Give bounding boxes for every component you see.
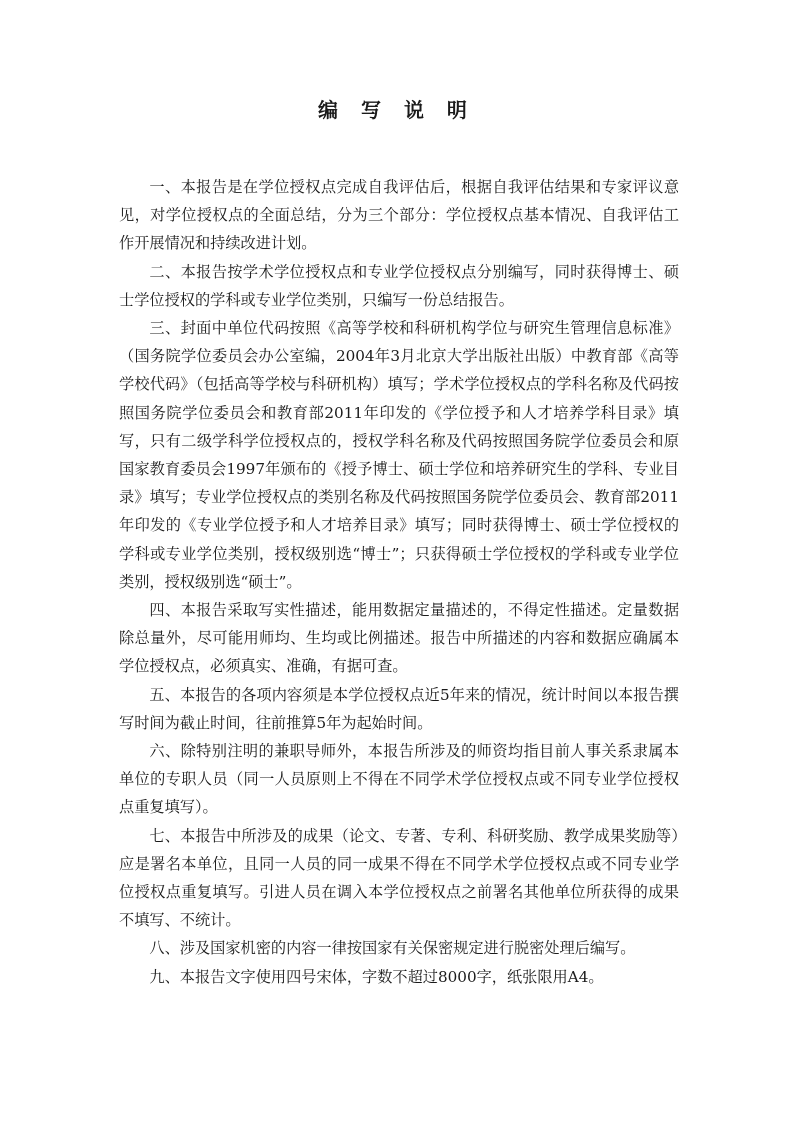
paragraph-2: 二、本报告按学术学位授权点和专业学位授权点分别编写，同时获得博士、硕士学位授权的学科或专业学位类别，只编写一份总结报告。 [119, 262, 679, 309]
paragraph-4: 四、本报告采取写实性描述，能用数据定量描述的，不得定性描述。定量数据除总量外，尽可能用师均、生均或比例描述。报告中所描述的内容和数据应确属本学位授权点，必须真实、准确，有据可查。 [119, 601, 679, 676]
paragraph-5: 五、本报告的各项内容须是本学位授权点近5年来的情况，统计时间以本报告撰写时间为截止时间，往前推算5年为起始时间。 [119, 685, 679, 732]
paragraph-9: 九、本报告文字使用四号宋体，字数不超过8000字，纸张限用A4。 [149, 967, 604, 986]
paragraph-6: 六、除特别注明的兼职导师外，本报告所涉及的师资均指目前人事关系隶属本单位的专职人员（同一人员原则上不得在不同学术学位授权点或不同专业学位授权点重复填写）。 [119, 742, 679, 817]
paragraph-7: 七、本报告中所涉及的成果（论文、专著、专利、科研奖励、教学成果奖励等）应是署名本单位，且同一人员的同一成果不得在不同学术学位授权点或不同专业学位授权点重复填写。引进人员在调入本学位授权点之前署名其他单位所获得的成果不填写、不统计。 [119, 826, 679, 930]
paragraph-3: 三、封面中单位代码按照《高等学校和科研机构学位与研究生管理信息标准》（国务院学位委员会办公室编，2004年3月北京大学出版社出版）中教育部《高等学校代码》（包括高等学校与科研机构）填写；学术学位授权点的学科名称及代码按照国务院学位委员会和教育部2011年印发的《学位授予和人才培养学科目录》填写，只有二级学科学位授权点的，授权学科名称及代码按照国务院学位委员会和原国家教育委员会1997年颁布的《授予博士、硕士学位和培养研究生的学科、专业目录》填写；专业学位授权点的类别名称及代码按照国务院学位委员会、教育部2011年印发的《专业学位授予和人才培养目录》填写；同时获得博士、硕士学位授权的学科或专业学位类别，授权级别选“博士”；只获得硕士学位授权的学科或专业学位类别，授权级别选“硕士”。 [119, 319, 679, 591]
document-body [119, 173, 679, 991]
paragraph-8: 八、涉及国家机密的内容一律按国家有关保密规定进行脱密处理后编写。 [149, 939, 636, 958]
paragraph-1: 一、本报告是在学位授权点完成自我评估后，根据自我评估结果和专家评议意见，对学位授权点的全面总结，分为三个部分：学位授权点基本情况、自我评估工作开展情况和持续改进计划。 [119, 178, 679, 253]
page-title: 编 写 说 明 [318, 98, 475, 122]
